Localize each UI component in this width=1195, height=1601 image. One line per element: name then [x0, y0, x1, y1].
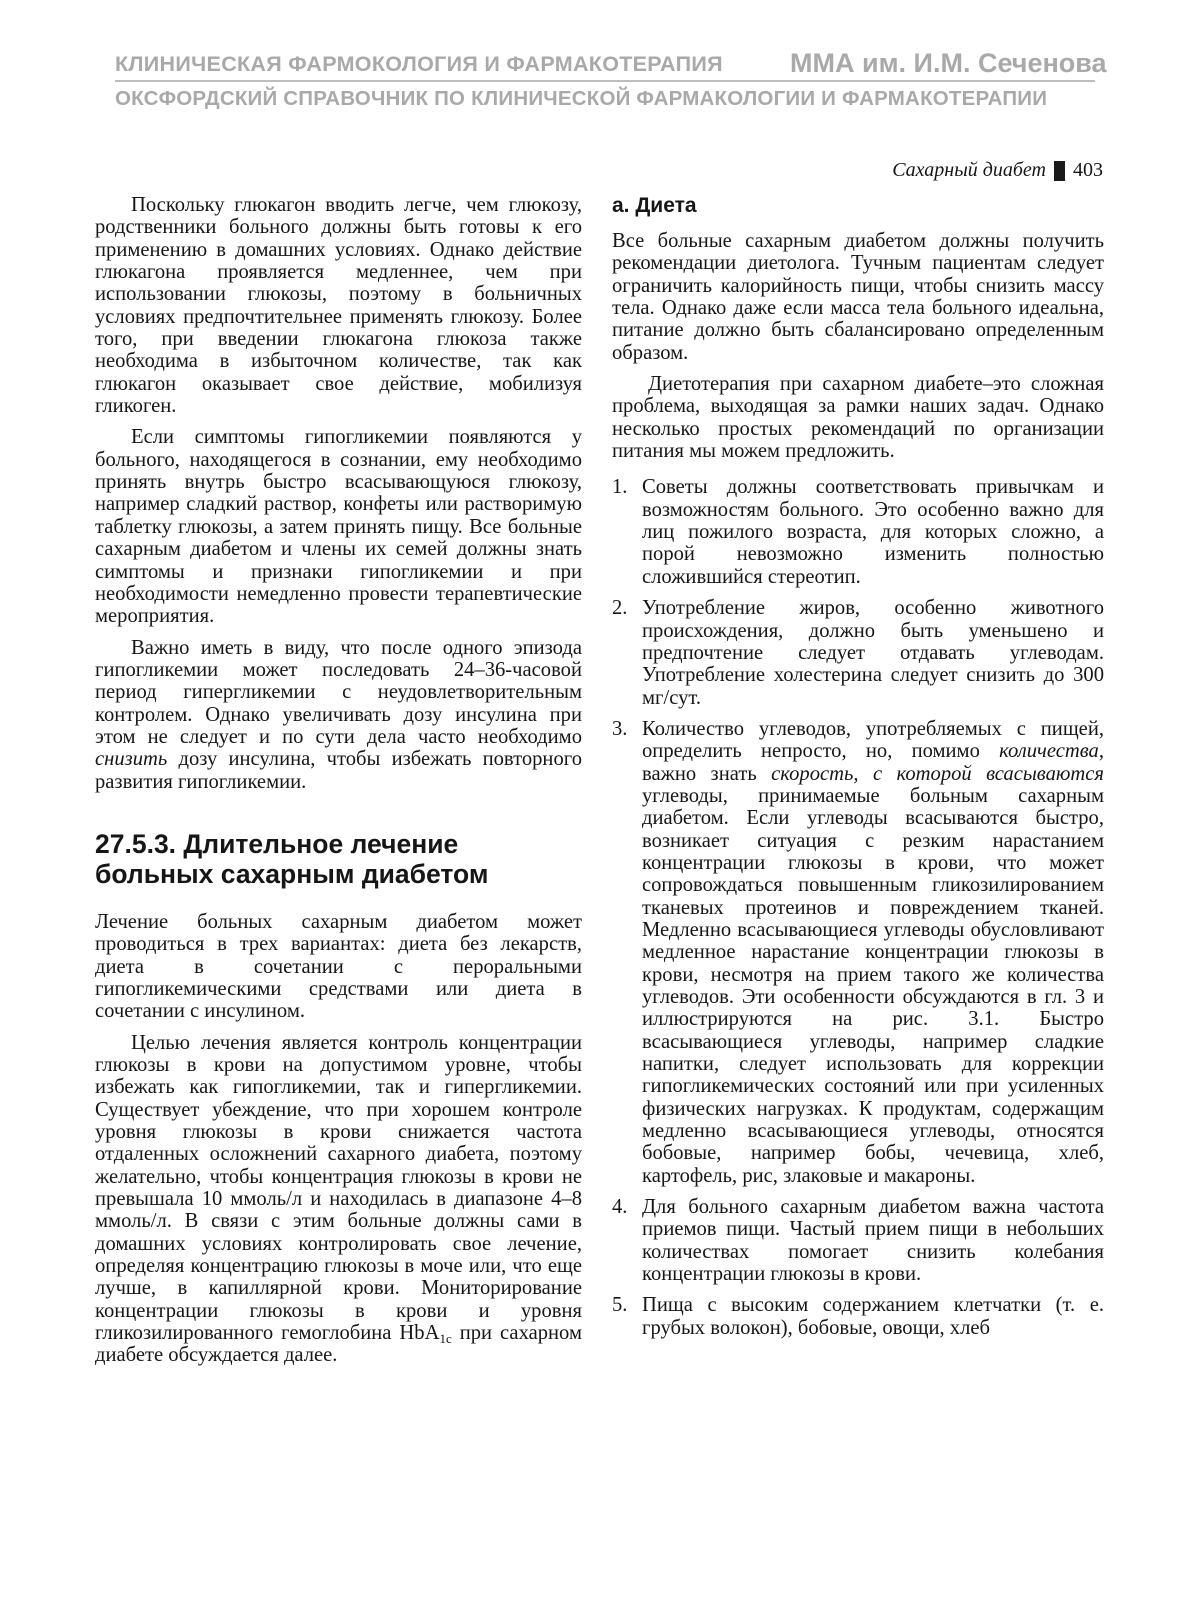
subscript: 1c: [439, 1331, 452, 1347]
list-item: 4. Для больного сахарным диабетом важна частота приемов пищи. Частый прием пищи в небольших количествах помогает снизить колебания концентрации глюкозы в крови.: [612, 1196, 1104, 1286]
list-item: 2. Употребление жиров, особенно животного происхождения, должно быть уменьшено и предпочтение следует отдавать углеводам. Употребление холестерина следует снизить до 300 мг/сут.: [612, 597, 1104, 709]
paragraph: Лечение больных сахарным диабетом может проводиться в трех вариантах: диета без лекарств, диета в сочетании с пероральными гипогликемическими средствами или диета в сочетании с инсулином.: [95, 910, 582, 1023]
paragraph: Если симптомы гипогликемии появляются у больного, находящегося в сознании, ему необходимо принять внутрь быстро всасывающуюся глюкозу, например сладкий раствор, конфеты или растворимую таблетку глюкозы, а затем принять пищу. Все больные сахарным диабетом и члены их семей должны знать симптомы и признаки гипогликемии и при необходимости немедленно провести терапевтические мероприятия.: [95, 426, 582, 628]
right-column: [612, 194, 1104, 1348]
list-item: 1. Советы должны соответствовать привычкам и возможностям больного. Это особенно важно для лиц пожилого возраста, для которых сложно, а порой невозможно изменить полностью сложившийся стереотип.: [612, 476, 1104, 588]
paragraph: Поскольку глюкагон вводить легче, чем глюкозу, родственники больного должны быть готовы к его применению в домашних условиях. Однако действие глюкагона проявляется медленнее, чем при использовании глюкозы, поэтому в больничных условиях предпочтительнее применять глюкозу. Более того, при введении глюкагона глюкоза также необходима в избыточном количестве, так как глюкагон оказывает свое действие, мобилизуя гликоген.: [95, 194, 582, 418]
diet-recommendations-list: [612, 476, 1104, 1339]
paragraph: Диетотерапия при сахарном диабете–это сложная проблема, выходящая за рамки наших задач. Однако несколько простых рекомендаций по организации питания мы можем предложить.: [612, 373, 1104, 463]
header-book-title: ОКСФОРДСКИЙ СПРАВОЧНИК ПО КЛИНИЧЕСКОЙ ФАРМАКОЛОГИИ И ФАРМАКОТЕРАПИИ: [115, 87, 1048, 110]
page-number: 403: [1073, 159, 1103, 181]
paragraph: Все больные сахарным диабетом должны получить рекомендации диетолога. Тучным пациентам следует ограничить калорийность пищи, чтобы снизить массу тела. Однако даже если масса тела больного идеальна, питание должно быть сбалансировано определенным образом.: [612, 230, 1104, 364]
paragraph: Важно иметь в виду, что после одного эпизода гипогликемии может последовать 24–36-часовой период гипергликемии с неудовлетворительным контролем. Однако увеличивать дозу инсулина при этом не следует и по сути дела часто необходимо снизить дозу инсулина, чтобы избежать повторного развития гипогликемии.: [95, 636, 582, 793]
running-head-marker: [1054, 161, 1065, 181]
header-publisher-line: КЛИНИЧЕСКАЯ ФАРМОКОЛОГИЯ И ФАРМАКОТЕРАПИЯ: [115, 52, 723, 76]
list-item: 5. Пища с высоким содержанием клетчатки (т. е. грубых волокон), бобовые, овощи, хлеб: [612, 1294, 1104, 1339]
subsection-heading: а. Диета: [612, 194, 697, 217]
list-item: 3. Количество углеводов, употребляемых с пищей, определить непросто, но, помимо количества, важно знать скорость, с которой всасываются углеводы, принимаемые больным сахарным диабетом. Если углеводы всасываются быстро, возникает ситуация с резким нарастанием концентрации глюкозы в крови, что может сопровождаться повышенным гликозилированием тканевых протеинов и повреждением тканей. Медленно всасывающиеся углеводы обусловливают медленное нарастание концентрации глюкозы в крови, несмотря на прием такого же количества углеводов. Эти особенности обсуждаются в гл. 3 и иллюстрируются на рис. 3.1. Быстро всасывающиеся углеводы, например сладкие напитки, следует использовать для коррекции гипогликемических состояний или при усиленных физических нагрузках. К продуктам, содержащим медленно всасывающиеся углеводы, относятся бобовые, например бобы, чечевица, хлеб, картофель, рис, злаковые и макароны.: [612, 717, 1104, 1187]
header-institution: ММА им. И.М. Сеченова: [790, 48, 1107, 78]
paragraph: Целью лечения является контроль концентрации глюкозы в крови на допустимом уровне, чтобы избежать как гипогликемии, так и гипергликемии. Существует убеждение, что при хорошем контроле уровня глюкозы в крови снижается частота отдаленных осложнений сахарного диабета, поэтому желательно, чтобы концентрация глюкозы в крови не превышала 10 ммоль/л и находилась в диапазоне 4–8 ммоль/л. В связи с этим больные должны сами в домашних условиях контролировать свое лечение, определяя концентрацию глюкозы в моче или, что еще лучше, в капиллярной крови. Мониторирование концентрации глюкозы в крови и уровня гликозилированного гемоглобина HbA$_{1c}$ при сахарном диабете обсуждается далее.: [95, 1031, 582, 1367]
left-column: [95, 194, 582, 1367]
emphasis: снизить: [95, 748, 168, 771]
header-divider: [115, 80, 1095, 82]
running-head: [892, 159, 1103, 182]
section-heading: 27.5.3. Длительное лечение больных сахарным диабетом: [95, 828, 489, 889]
running-head-title: Сахарный диабет: [892, 159, 1046, 181]
